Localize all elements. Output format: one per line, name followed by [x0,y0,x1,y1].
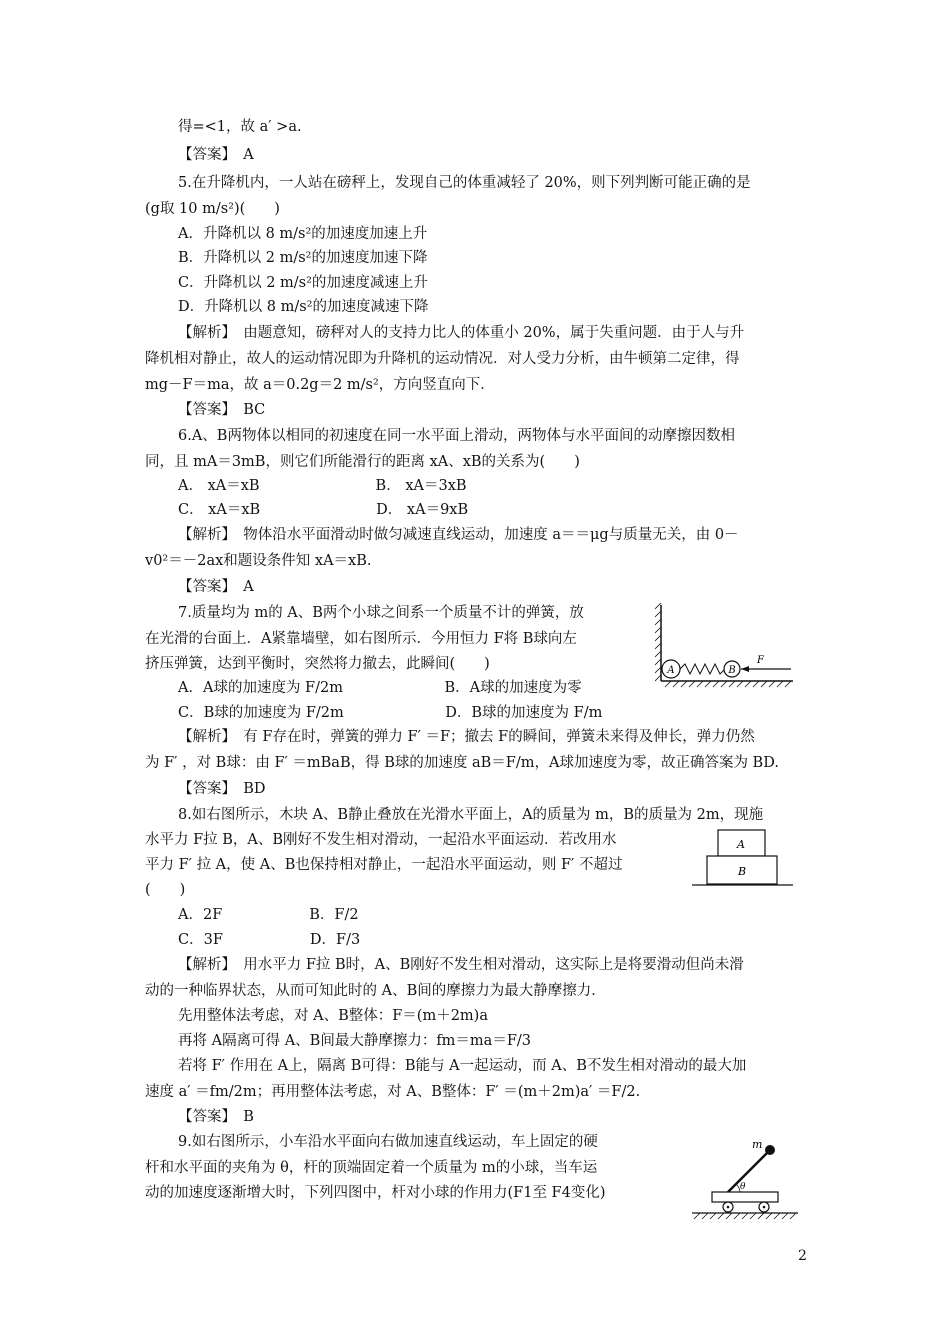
analysis-line: 【解析】 用水平力 F拉 B时，A、B刚好不发生相对滑动，这实际上是将要滑动但尚未滑 [178,957,744,973]
answer-line: 【答案】 BC [178,402,266,418]
text-line: v0²＝－2ax和题设条件知 xA＝xB. [145,553,372,569]
option-line: C．B球的加速度为 F/2m D．B球的加速度为 F/m [178,705,603,721]
block-a-label: A [737,838,745,851]
option-c: C．升降机以 2 m/s²的加速度减速上升 [178,275,428,291]
text-line: 杆和水平面的夹角为 θ，杆的顶端固定着一个质量为 m的小球，当车运 [145,1160,598,1176]
spring-figure [655,603,795,688]
text-line: 水平力 F拉 B，A、B刚好不发生相对滑动，一起沿水平面运动．若改用水 [145,832,617,848]
analysis-line: 【解析】 有 F存在时，弹簧的弹力 F′ ＝F；撤去 F的瞬间，弹簧未来得及伸长，弹力仍然 [178,729,755,745]
spring [680,664,725,674]
text-line: 平力 F′ 拉 A，使 A、B也保持相对静止，一起沿水平面运动，则 F′ 不超过 [145,857,623,873]
page-number: 2 [798,1248,807,1264]
text-line: 挤压弹簧，达到平衡时，突然将力撤去，此瞬间( ) [145,656,490,672]
option-line: A．2F B．F/2 [178,907,359,923]
text-line: 再将 A隔离可得 A、B间最大静摩擦力：fm＝ma＝F/3 [178,1033,531,1049]
answer-line: 【答案】 A [178,147,254,163]
answer-line: 【答案】 B [178,1109,254,1125]
question-8: 8.如右图所示，木块 A、B静止叠放在光滑水平面上，A的质量为 m，B的质量为 2m，现施 [178,807,764,823]
text-line: 得=<1，故 a′ >a. [178,119,302,135]
ball-b-label: B [728,665,736,676]
option-d: D．升降机以 8 m/s²的加速度减速下降 [178,299,429,315]
text-line: 先用整体法考虑，对 A、B整体：F＝(m＋2m)a [178,1008,488,1024]
force-label: F [757,655,764,666]
text-line: 降机相对静止，故人的运动情况即为升降机的运动情况．对人受力分析，由牛顿第二定律，得 [145,351,740,367]
text-line: 速度 a′ ＝fm/2m；再用整体法考虑，对 A、B整体：F′ ＝(m＋2m)a′ ＝F/2. [145,1084,641,1100]
ball-a-label: A [667,665,675,676]
question-6: 6.A、B两物体以相同的初速度在同一水平面上滑动，两物体与水平面间的动摩擦因数相 [178,428,735,444]
text-line: 若将 F′ 作用在 A上，隔离 B可得：B能与 A一起运动，而 A、B不发生相对滑动的最大加 [178,1058,747,1074]
option-a: A．升降机以 8 m/s²的加速度加速上升 [178,226,428,242]
cart-figure [690,1138,800,1222]
option-b: B．升降机以 2 m/s²的加速度加速下降 [178,250,428,266]
option-line: C．3F D．F/3 [178,932,361,948]
option-line: A．A球的加速度为 F/2m B．A球的加速度为零 [178,680,582,696]
text-line: (g取 10 m/s²)( ) [145,201,280,217]
answer-line: 【答案】 A [178,579,254,595]
text-line: 动的加速度逐渐增大时，下列四图中，杆对小球的作用力(F1至 F4变化) [145,1185,606,1201]
option-line: A． xA＝xB B． xA＝3xB [178,478,467,494]
text-line: ( ) [145,882,186,898]
option-line: C． xA＝xB D． xA＝9xB [178,502,469,518]
cart-body [712,1192,778,1202]
text-line: 为 F′ ，对 B球：由 F′ ＝mBaB，得 B球的加速度 aB＝F/m，A球加速度为零，故正确答案为 BD. [145,755,779,771]
question-7: 7.质量均为 m的 A、B两个小球之间系一个质量不计的弹簧，放 [178,605,584,621]
angle-label: θ [740,1182,746,1192]
question-5: 5.在升降机内，一人站在磅秤上，发现自己的体重减轻了 20%，则下列判断可能正确的是 [178,175,751,191]
mass-label: m [752,1138,763,1151]
question-9: 9.如右图所示，小车沿水平面向右做加速直线运动，车上固定的硬 [178,1134,598,1150]
analysis-line: 【解析】 由题意知，磅秤对人的支持力比人的体重小 20%，属于失重问题．由于人与升 [178,325,745,341]
text-line: mg－F＝ma，故 a＝0.2g＝2 m/s²，方向竖直向下． [145,377,495,393]
text-line: 动的一种临界状态，从而可知此时的 A、B间的摩擦力为最大静摩擦力． [145,983,606,999]
analysis-line: 【解析】 物体沿水平面滑动时做匀减速直线运动，加速度 a＝＝μg与质量无关，由 0－ [178,527,739,543]
text-line: 在光滑的台面上．A紧靠墙壁，如右图所示．今用恒力 F将 B球向左 [145,631,577,647]
block-b-label: B [737,865,747,878]
blocks-figure [690,826,795,892]
text-line: 同，且 mA＝3mB，则它们所能滑行的距离 xA、xB的关系为( ) [145,454,580,470]
answer-line: 【答案】 BD [178,781,266,797]
rod [728,1153,767,1192]
